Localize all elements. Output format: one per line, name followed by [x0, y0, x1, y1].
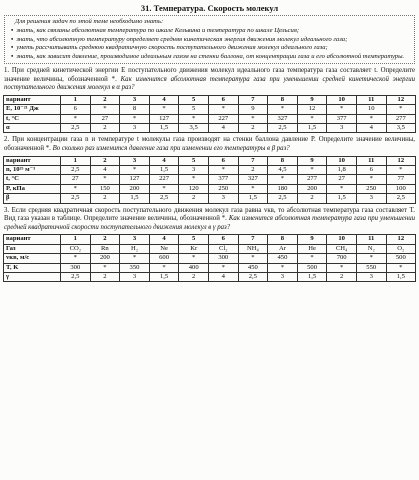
table-cell: 2,5	[61, 273, 91, 282]
table-cell: 2	[327, 273, 357, 282]
table-cell: *	[268, 263, 298, 272]
task-3-text: 3. Если средняя квадратичная скорость поступательного движения молекул газа равна vкв, то абсолютная температура газа составляет T. Вид газа указан в таблице. Определите значение величины, обозначенной *. Как изменится абсолютная температура газа при уменьшении средней квадратичной скорости поступательного движения молекул в γ раз?	[4, 206, 415, 231]
table-cell: *	[386, 165, 416, 174]
table-cell: 1	[61, 95, 91, 104]
table-cell: *	[120, 254, 150, 263]
table-row	[4, 273, 416, 282]
table-cell: *	[297, 114, 327, 123]
table-row	[4, 263, 416, 272]
table-cell: 3	[120, 273, 150, 282]
table-cell: 12	[386, 156, 416, 165]
row-label-cell: Газ	[4, 244, 61, 253]
table-cell: Ar	[268, 244, 298, 253]
table-cell: 4	[149, 95, 179, 104]
table-cell: 2,5	[61, 165, 91, 174]
table-cell: CH₄	[327, 244, 357, 253]
table-cell: *	[179, 254, 209, 263]
table-cell: *	[120, 165, 150, 174]
table-cell: 11	[356, 235, 386, 244]
table-cell: 7	[238, 156, 268, 165]
table-cell: 6	[208, 235, 238, 244]
prerequisite-item: • уметь рассчитывать среднюю квадратичную скорость поступательного движения молекул идеального газа;	[11, 44, 328, 52]
task-3-question: Как изменится абсолютная температура газа при уменьшении средней квадратичной скорости поступательного движения молекул в γ раз?	[4, 215, 415, 231]
table-row	[4, 254, 416, 263]
row-label-cell: T, K	[4, 263, 61, 272]
table-cell: 4	[149, 235, 179, 244]
table-cell: 4	[208, 273, 238, 282]
table-cell: 1,5	[327, 194, 357, 203]
table-cell: 1	[61, 235, 91, 244]
table-cell: 4,5	[268, 165, 298, 174]
table-cell: 500	[386, 254, 416, 263]
prerequisites-lead: Для решения задач по этой теме необходимо знать:	[15, 18, 164, 25]
table-cell: *	[356, 254, 386, 263]
table-cell: 10	[356, 105, 386, 114]
row-label-cell: t, °C	[4, 114, 61, 123]
table-cell: 11	[356, 156, 386, 165]
table-cell: 600	[149, 254, 179, 263]
table-cell: 9	[297, 95, 327, 104]
table-cell: 1,5	[120, 194, 150, 203]
table-cell: 227	[208, 114, 238, 123]
table-cell: 3	[356, 194, 386, 203]
table-cell: 4	[149, 156, 179, 165]
table-cell: 7	[238, 95, 268, 104]
table-cell: 27	[327, 175, 357, 184]
table-cell: He	[297, 244, 327, 253]
table-cell: 377	[208, 175, 238, 184]
table-cell: 6	[208, 95, 238, 104]
table-cell: *	[61, 254, 91, 263]
table-cell: 2	[90, 273, 120, 282]
table-cell: 3,5	[179, 123, 209, 132]
table-cell: *	[297, 254, 327, 263]
bullet-icon: •	[11, 53, 14, 61]
table-cell: 1,5	[149, 123, 179, 132]
table-cell: 700	[327, 254, 357, 263]
table-cell: 9	[297, 156, 327, 165]
table-cell: 1,5	[149, 273, 179, 282]
table-cell: O₂	[386, 244, 416, 253]
table-cell: 4	[208, 123, 238, 132]
table-cell: 8	[268, 95, 298, 104]
table-cell: 1,5	[297, 273, 327, 282]
table-cell: 300	[208, 254, 238, 263]
table-cell: 1	[61, 156, 91, 165]
table-cell: 5	[179, 95, 209, 104]
table-cell: 10	[327, 95, 357, 104]
table-cell: 327	[268, 114, 298, 123]
table-cell: 2	[238, 165, 268, 174]
table-header-row	[4, 95, 416, 104]
table-cell: 2,5	[238, 273, 268, 282]
table-cell: 1,5	[297, 123, 327, 132]
table-row	[4, 244, 416, 253]
row-label-cell: n, 10²⁵ м⁻³	[4, 165, 61, 174]
table-cell: 3	[120, 235, 150, 244]
prerequisite-item: • знать, как зависит давление, производимое идеальным газом на стенки баллона, от концентрации газа и его абсолютной температуры.	[11, 53, 405, 61]
table-cell: 250	[208, 184, 238, 193]
table-cell: *	[61, 184, 91, 193]
table-row	[4, 184, 416, 193]
table-cell: *	[268, 105, 298, 114]
table-cell: 3	[120, 95, 150, 104]
table-row	[4, 114, 416, 123]
table-row	[4, 123, 416, 132]
table-cell: 127	[149, 114, 179, 123]
table-cell: 2,5	[61, 123, 91, 132]
row-label-cell: vкв, м/с	[4, 254, 61, 263]
table-cell: 10	[327, 156, 357, 165]
table-cell: 9	[238, 105, 268, 114]
table-cell: 2,5	[149, 194, 179, 203]
table-cell: *	[268, 175, 298, 184]
table-header-row	[4, 156, 416, 165]
table-cell: 500	[297, 263, 327, 272]
table-cell: 5	[179, 105, 209, 114]
table-row	[4, 194, 416, 203]
table-cell: 227	[149, 175, 179, 184]
table-cell: 3	[268, 273, 298, 282]
prerequisite-item: • знать, что абсолютную температуру определяет средняя кинетическая энергия движения молекул идеального газа;	[11, 35, 348, 43]
table-cell: 450	[268, 254, 298, 263]
table-cell: 120	[179, 184, 209, 193]
table-cell: 3	[327, 123, 357, 132]
task-3-table	[3, 234, 416, 282]
table-cell: *	[208, 263, 238, 272]
table-cell: 77	[386, 175, 416, 184]
table-cell: *	[90, 175, 120, 184]
table-cell: *	[179, 114, 209, 123]
table-cell: 3	[120, 156, 150, 165]
table-cell: 2,5	[268, 123, 298, 132]
table-cell: 327	[238, 175, 268, 184]
table-cell: *	[208, 105, 238, 114]
table-cell: 2	[90, 235, 120, 244]
table-cell: 277	[386, 114, 416, 123]
table-cell: 8	[268, 156, 298, 165]
table-cell: 2	[90, 95, 120, 104]
row-label-cell: γ	[4, 273, 61, 282]
table-cell: 8	[120, 105, 150, 114]
table-cell: H₂	[120, 244, 150, 253]
table-cell: 8	[268, 235, 298, 244]
table-cell: 2	[179, 194, 209, 203]
bullet-icon: •	[11, 26, 14, 34]
table-cell: *	[327, 105, 357, 114]
table-cell: 150	[90, 184, 120, 193]
table-cell: Cl₂	[208, 244, 238, 253]
table-cell: 1,5	[238, 194, 268, 203]
table-cell: *	[90, 105, 120, 114]
table-cell: 2	[90, 194, 120, 203]
table-row	[4, 175, 416, 184]
table-cell: 27	[61, 175, 91, 184]
table-cell: 127	[120, 175, 150, 184]
row-label-cell: P, кПа	[4, 184, 61, 193]
table-cell: *	[356, 175, 386, 184]
table-cell: *	[238, 114, 268, 123]
table-cell: 3,5	[386, 123, 416, 132]
table-row	[4, 105, 416, 114]
table-cell: 4	[356, 123, 386, 132]
table-cell: *	[120, 114, 150, 123]
table-cell: 5	[179, 235, 209, 244]
table-cell: 3	[120, 123, 150, 132]
table-cell: *	[356, 114, 386, 123]
table-cell: 6	[356, 165, 386, 174]
bullet-icon: •	[11, 35, 14, 43]
table-cell: Ne	[149, 244, 179, 253]
table-cell: 550	[356, 263, 386, 272]
table-cell: *	[327, 263, 357, 272]
table-cell: *	[208, 165, 238, 174]
prerequisites-box	[4, 15, 415, 64]
table-cell: *	[149, 184, 179, 193]
table-cell: *	[386, 105, 416, 114]
table-cell: *	[327, 184, 357, 193]
table-cell: *	[90, 263, 120, 272]
table-cell: 2,5	[61, 194, 91, 203]
task-2-question: Во сколько раз изменится давление газа при изменении его температуры в β раз?	[52, 144, 290, 152]
table-cell: 277	[297, 175, 327, 184]
table-cell: 5	[179, 156, 209, 165]
table-cell: Kr	[179, 244, 209, 253]
row-label-cell: β	[4, 194, 61, 203]
task-1-table	[3, 95, 416, 134]
table-cell: 250	[356, 184, 386, 193]
table-cell: *	[297, 165, 327, 174]
table-cell: *	[61, 114, 91, 123]
table-cell: 2	[90, 123, 120, 132]
table-cell: 2,5	[268, 194, 298, 203]
table-header-row	[4, 235, 416, 244]
table-cell: 2	[90, 156, 120, 165]
table-cell: *	[179, 175, 209, 184]
table-cell: 3	[356, 273, 386, 282]
table-cell: 2	[238, 123, 268, 132]
table-cell: 12	[297, 105, 327, 114]
table-cell: 2	[179, 273, 209, 282]
table-cell: *	[386, 263, 416, 272]
prerequisite-item: • знать, как связаны абсолютная температура по шкале Кельвина и температура по шкале Цельсия;	[11, 26, 300, 34]
table-cell: 12	[386, 235, 416, 244]
table-cell: 27	[90, 114, 120, 123]
table-cell: 300	[61, 263, 91, 272]
table-cell: NH₄	[238, 244, 268, 253]
table-cell: 2,5	[386, 194, 416, 203]
table-cell: 180	[268, 184, 298, 193]
table-cell: *	[149, 263, 179, 272]
task-2-text: 2. При концентрации газа n и температуре t молекулы газа производят на стенки баллона давление P. Определите значение величины, обозначенной *. Во сколько раз изменится давление газа при изменении его температуры в β раз?	[4, 136, 415, 152]
table-cell: 1,5	[149, 165, 179, 174]
row-label-cell: вариант	[4, 95, 61, 104]
row-label-cell: α	[4, 123, 61, 132]
task-2-table	[3, 156, 416, 204]
table-cell: 6	[61, 105, 91, 114]
row-label-cell: вариант	[4, 235, 61, 244]
table-cell: 9	[297, 235, 327, 244]
table-cell: *	[238, 184, 268, 193]
table-cell: 12	[386, 95, 416, 104]
table-cell: N₂	[356, 244, 386, 253]
row-label-cell: E, 10⁻²¹ Дж	[4, 105, 61, 114]
table-cell: 1,8	[327, 165, 357, 174]
table-cell: 450	[238, 263, 268, 272]
table-cell: 3	[179, 165, 209, 174]
row-label-cell: t, °C	[4, 175, 61, 184]
table-cell: 400	[179, 263, 209, 272]
table-cell: *	[238, 254, 268, 263]
table-cell: 3	[208, 194, 238, 203]
table-cell: 2	[297, 194, 327, 203]
table-cell: 11	[356, 95, 386, 104]
table-cell: 200	[297, 184, 327, 193]
table-cell: 100	[386, 184, 416, 193]
task-1-question: Как изменится абсолютная температура газа при уменьшении средней кинетической энергии поступательного движения молекул в α раз?	[4, 75, 416, 92]
table-cell: 4	[90, 165, 120, 174]
table-cell: 6	[208, 156, 238, 165]
task-1-text: 1. При средней кинетической энергии E поступательного движения молекул идеального газа температура газа составляет t. Определите значение величины, обозначенной *. Как изменится абсолютная температура газа при уменьшении средней кинетической энергии поступательного движения молекул в α раз?	[4, 66, 416, 92]
table-cell: 200	[90, 254, 120, 263]
row-label-cell: вариант	[4, 156, 61, 165]
table-cell: 377	[327, 114, 357, 123]
table-cell: CO₂	[61, 244, 91, 253]
table-cell: *	[149, 105, 179, 114]
table-cell: 200	[120, 184, 150, 193]
table-cell: 1,5	[386, 273, 416, 282]
table-cell: 7	[238, 235, 268, 244]
table-row	[4, 165, 416, 174]
page-title: 31. Температура. Скорость молекул	[140, 3, 279, 13]
bullet-icon: •	[11, 44, 14, 52]
table-cell: Rn	[90, 244, 120, 253]
table-cell: 10	[327, 235, 357, 244]
table-cell: 350	[120, 263, 150, 272]
